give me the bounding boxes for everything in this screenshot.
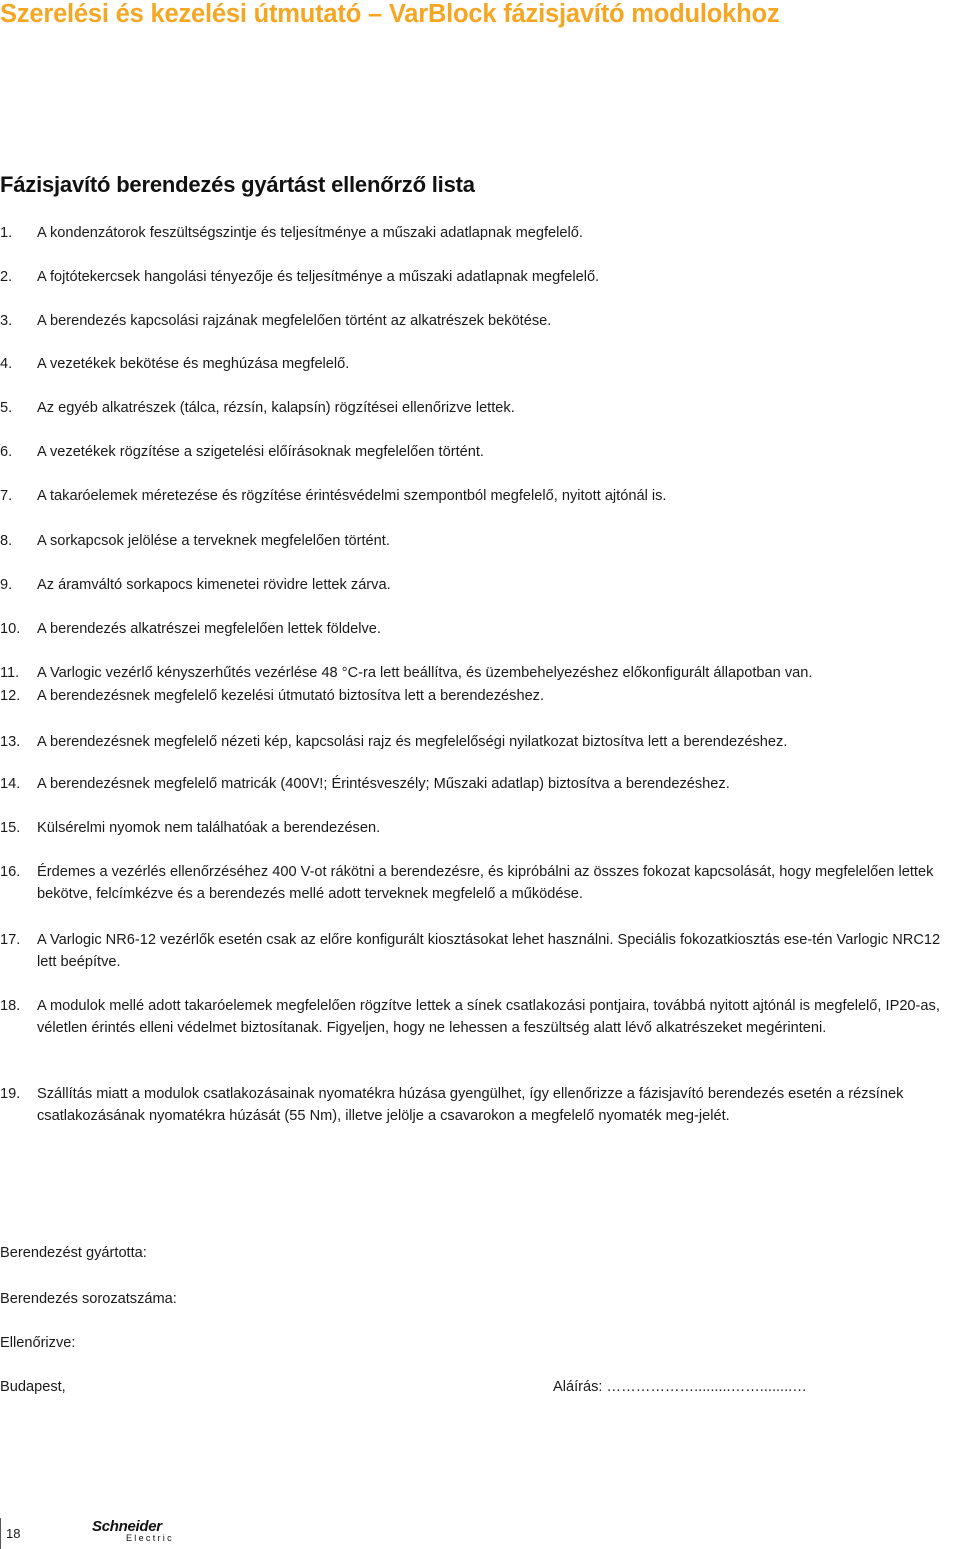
item-number: 17. (0, 932, 21, 948)
item-number: 9. (0, 577, 13, 593)
item-text: A Varlogic vezérlő kényszerhűtés vezérlése 48 °C-ra lett beállítva, és üzembehelyezéshez előkonfigurált állapotban van. (37, 665, 813, 681)
item-number: 15. (0, 820, 21, 836)
page-number: 18 (6, 1526, 21, 1541)
checklist-item (0, 1083, 958, 1127)
item-number: 16. (0, 864, 21, 880)
section-title: Fázisjavító berendezés gyártást ellenőrző lista (0, 172, 475, 197)
item-text: Külsérelmi nyomok nem találhatóak a berendezésen. (37, 820, 381, 836)
checklist-item (0, 685, 958, 707)
checklist-item (0, 222, 958, 244)
item-number: 11. (0, 665, 20, 681)
item-text: A vezetékek rögzítése a szigetelési előírásoknak megfelelően történt. (37, 444, 484, 460)
checklist-item (0, 397, 958, 419)
checklist-item (0, 310, 958, 332)
item-text: Az áramváltó sorkapocs kimenetei rövidre lettek zárva. (37, 577, 391, 593)
checklist-item (0, 574, 958, 596)
checklist-item (0, 861, 958, 905)
item-text: A berendezésnek megfelelő nézeti kép, kapcsolási rajz és megfelelőségi nyilatkozat biztosítva lett a berendezéshez. (37, 734, 788, 750)
item-text: A berendezésnek megfelelő matricák (400V!; Érintésveszély; Műszaki adatlap) biztosítva a berendezéshez. (37, 776, 730, 792)
item-number: 10. (0, 621, 21, 637)
item-text: A kondenzátorok feszültségszintje és teljesítménye a műszaki adatlapnak megfelelő. (37, 225, 583, 241)
item-number: 7. (0, 488, 13, 504)
item-number: 8. (0, 533, 13, 549)
item-text: A takaróelemek méretezése és rögzítése érintésvédelmi szempontból megfelelő, nyitott ajtónál is. (37, 488, 667, 504)
logo-sub: Electric (126, 1533, 174, 1543)
signature-line (553, 1377, 807, 1397)
checklist-item (0, 731, 958, 753)
checklist-item (0, 485, 958, 507)
checklist-item (0, 441, 958, 463)
checklist-item (0, 995, 958, 1039)
item-text: A berendezés alkatrészei megfelelően lettek földelve. (37, 621, 381, 637)
footer-divider (0, 1518, 1, 1549)
checklist-item (0, 618, 958, 640)
item-number: 12. (0, 688, 21, 704)
item-text: Érdemes a vezérlés ellenőrzéséhez 400 V-ot rákötni a berendezésre, és kipróbálni az összes fokozat kapcsolását, hogy megfelelően lettek bekötve, felcímkézve és a berendezés mellé adott terveknek megfelelő a működése. (37, 864, 934, 902)
schneider-electric-logo (92, 1519, 174, 1543)
checklist-item (0, 662, 958, 684)
place-label: Budapest, (0, 1379, 66, 1395)
item-number: 13. (0, 734, 21, 750)
item-text: A berendezésnek megfelelő kezelési útmutató biztosítva lett a berendezéshez. (37, 688, 545, 704)
checklist-item (0, 817, 958, 839)
item-number: 4. (0, 356, 13, 372)
item-number: 18. (0, 998, 21, 1014)
item-number: 1. (0, 225, 13, 241)
checklist-item (0, 929, 958, 973)
item-number: 19. (0, 1086, 21, 1102)
item-text: A vezetékek bekötése és meghúzása megfelelő. (37, 356, 350, 372)
checklist-item (0, 266, 958, 288)
document-title: Szerelési és kezelési útmutató – VarBlock fázisjavító modulokhoz (0, 0, 780, 28)
item-text: A sorkapcsok jelölése a terveknek megfelelően történt. (37, 533, 390, 549)
checklist-item (0, 530, 958, 552)
item-number: 3. (0, 313, 13, 329)
item-text: Szállítás miatt a modulok csatlakozásainak nyomatékra húzása gyengülhet, így ellenőrizze a fázisjavító berendezés esetén a rézsínek csatlakozásának nyomatékra húzását (55 Nm), illetve jelölje a csavarokon a megfelelő nyomaték meg-jelét. (37, 1086, 904, 1124)
item-number: 14. (0, 776, 21, 792)
checked-by-label: Ellenőrizve: (0, 1335, 76, 1351)
item-number: 6. (0, 444, 13, 460)
logo-brand: Schneider (92, 1518, 162, 1535)
signature-dots: ……………….........……........… (606, 1379, 807, 1395)
checklist-item (0, 353, 958, 375)
item-text: A fojtótekercsek hangolási tényezője és teljesítménye a műszaki adatlapnak megfelelő. (37, 269, 600, 285)
item-number: 2. (0, 269, 13, 285)
item-text: A Varlogic NR6-12 vezérlők esetén csak az előre konfigurált kiosztásokat lehet használni. Speciális fokozatkiosztás ese-tén Varlogic NRC12 lett beépítve. (37, 932, 941, 970)
serial-number-label: Berendezés sorozatszáma: (0, 1291, 177, 1307)
manufacturer-label: Berendezést gyártotta: (0, 1245, 147, 1261)
checklist-item (0, 773, 958, 795)
item-number: 5. (0, 400, 13, 416)
item-text: A modulok mellé adott takaróelemek megfelelően rögzítve lettek a sínek csatlakozási pontjaira, továbbá nyitott ajtónál is megfelelő, IP20-as, véletlen érintés elleni védelmet biztosítanak. Figyeljen, hogy ne lehessen a feszültség alatt lévő alkatrészeket megérinteni. (37, 998, 940, 1036)
signature-label: Aláírás: (553, 1379, 603, 1395)
item-text: Az egyéb alkatrészek (tálca, rézsín, kalapsín) rögzítései ellenőrizve lettek. (37, 400, 515, 416)
item-text: A berendezés kapcsolási rajzának megfelelően történt az alkatrészek bekötése. (37, 313, 552, 329)
